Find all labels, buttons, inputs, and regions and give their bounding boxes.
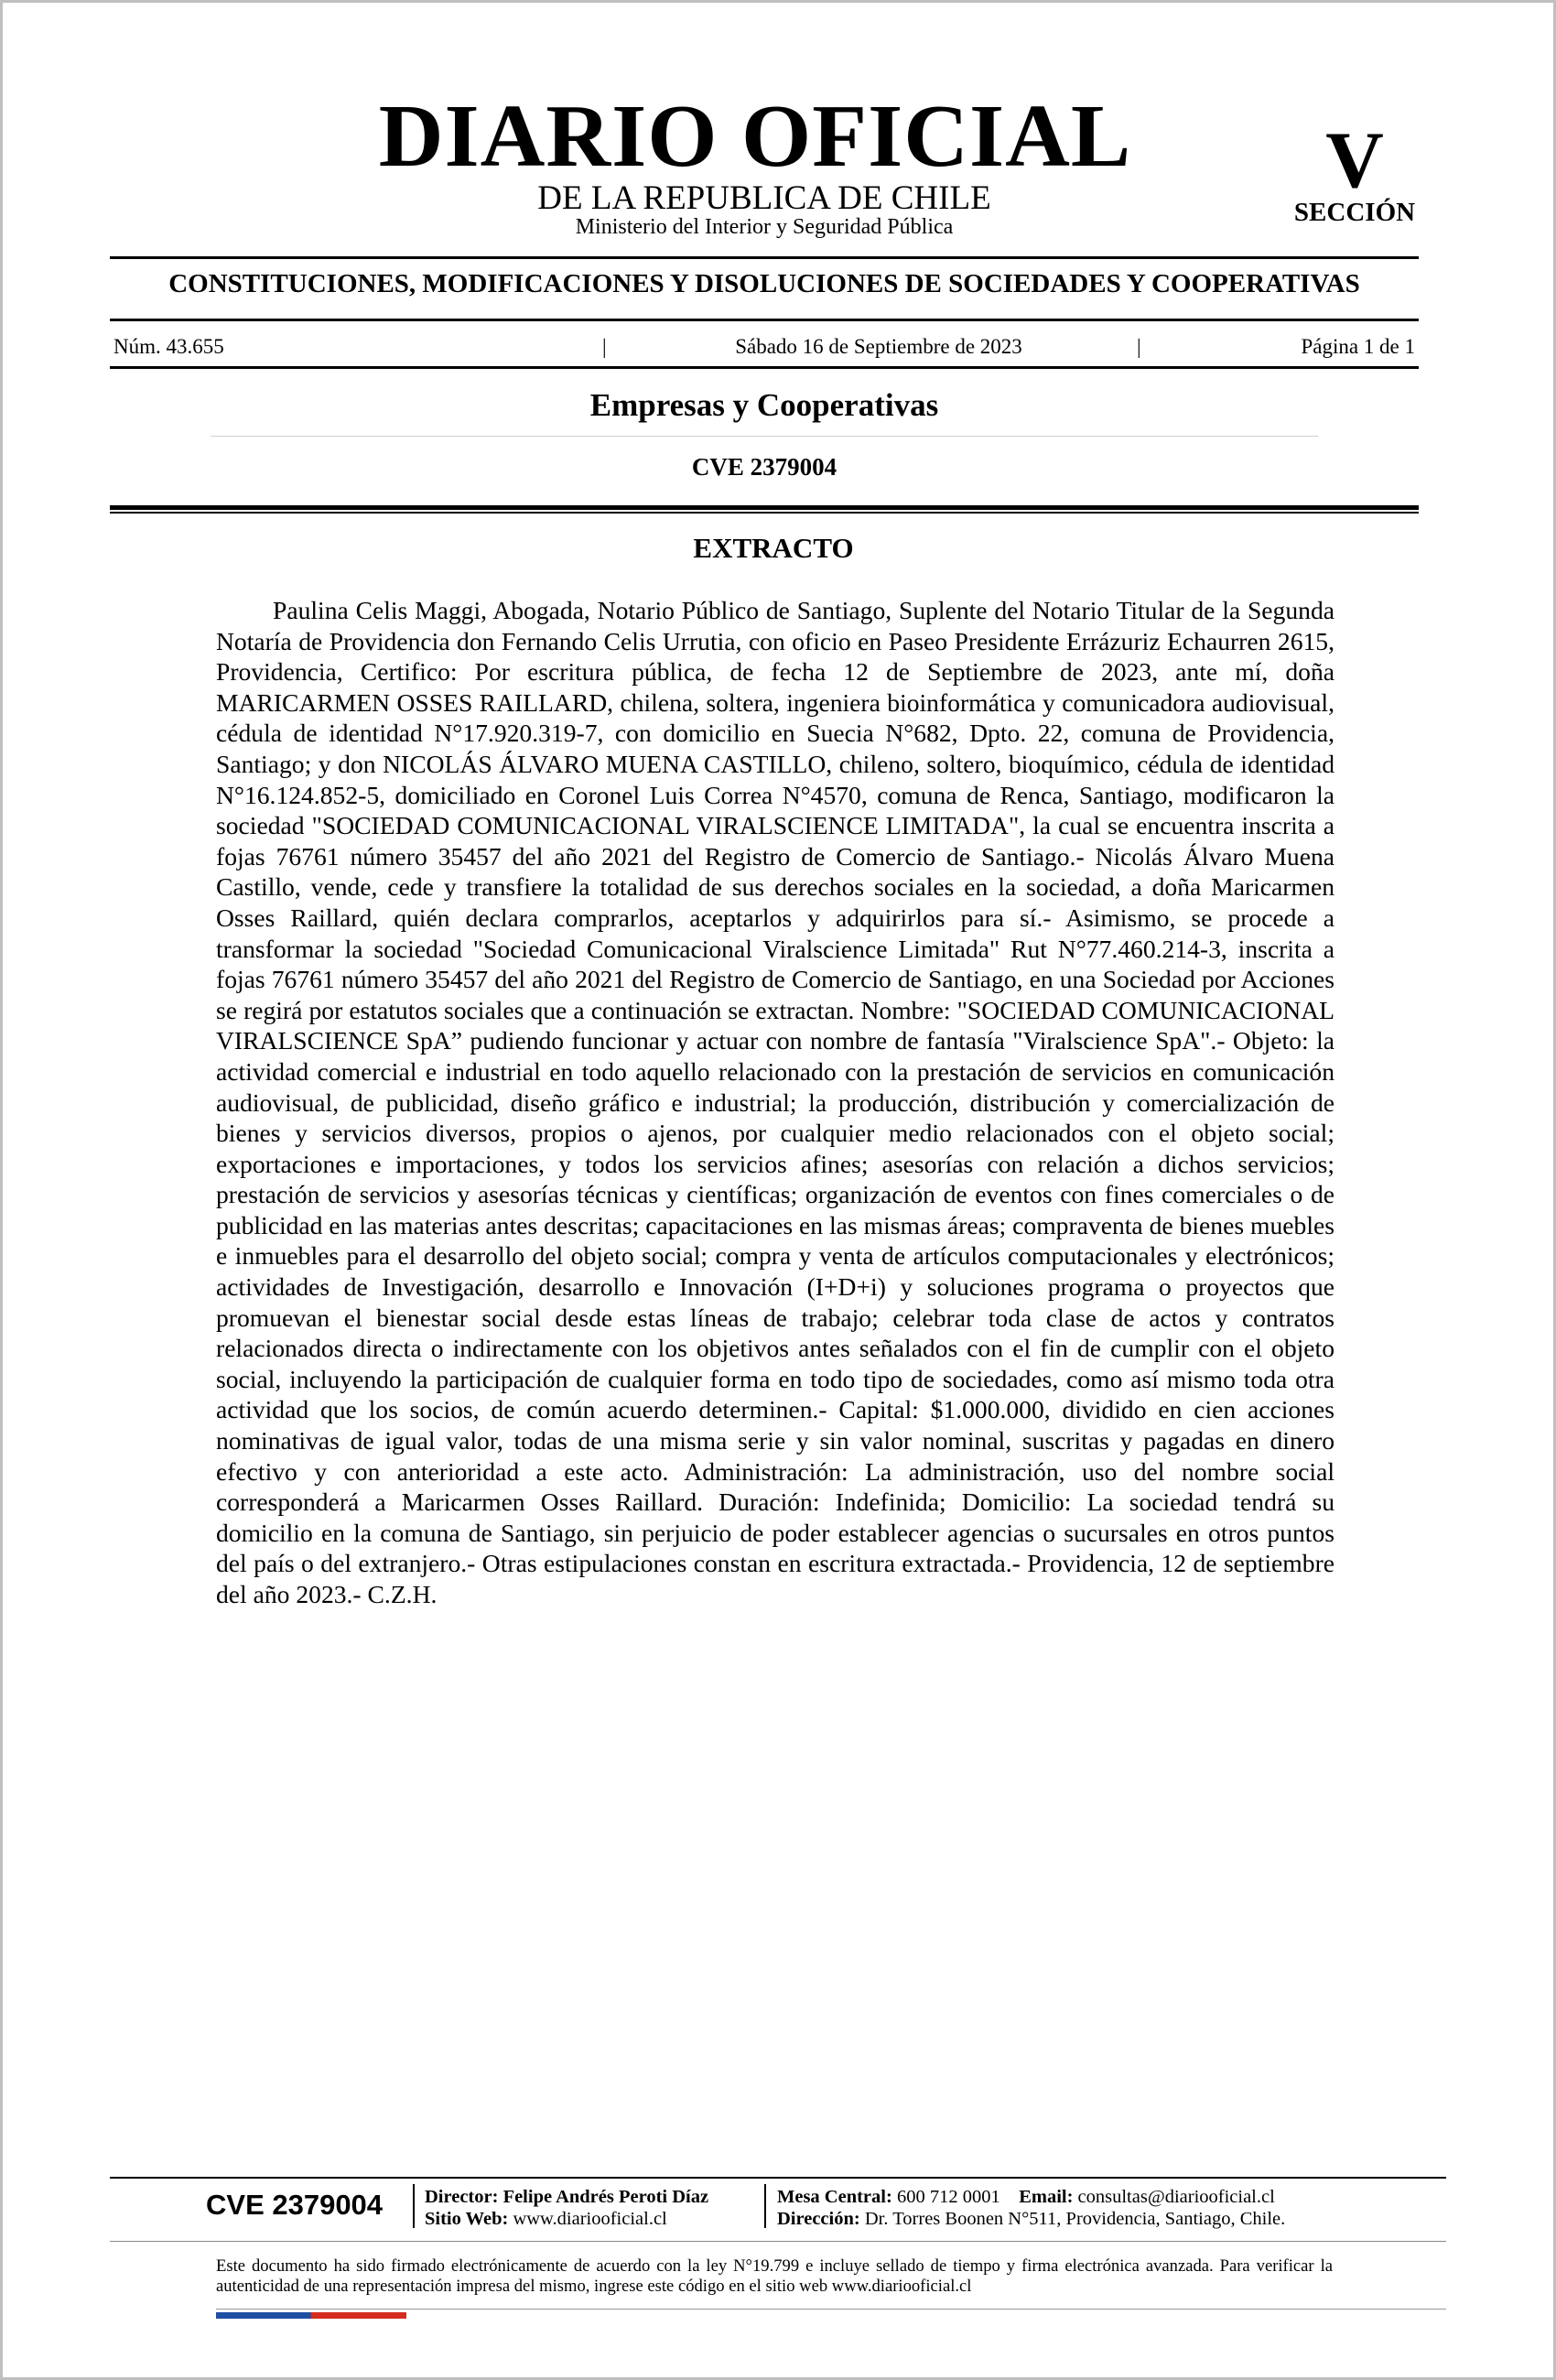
section-letter: V: [1325, 116, 1384, 205]
footer-rule-bottom: [216, 2309, 1446, 2310]
section-divider: [211, 436, 1318, 437]
section-name: Empresas y Cooperativas: [589, 387, 939, 423]
content-rule-thick: [110, 505, 1419, 510]
masthead-ministry: Ministerio del Interior y Seguridad Pública: [575, 215, 954, 239]
header-rule-bottom: [110, 366, 1419, 369]
issue-number: Núm. 43.655: [113, 335, 224, 358]
footer-director-block: [425, 2186, 708, 2230]
footer-cve-code: CVE 2379004: [206, 2189, 384, 2221]
phone-number: 600 712 0001: [896, 2187, 1000, 2207]
issue-page: Página 1 de 1: [1301, 335, 1415, 358]
document-body: Paulina Celis Maggi, Abogada, Notario Público de Santiago, Suplente del Notario Titular de la Segunda Notaría de Providencia don Fernando Celis Urrutia, con oficio en Paseo Presidente Errázuriz Echaurren 2615, Providencia, Certifico: Por escritura pública, de fecha 12 de Septiembre de 2023, ante mí, doña MARICARMEN OSSES RAILLARD, chilena, soltera, ingeniera bioinformática y comunicadora audiovisual, cédula de identidad N°17.920.319-7, con domicilio en Suecia N°682, Dpto. 22, comuna de Providencia, Santiago; y don NICOLÁS ÁLVARO MUENA CASTILLO, chileno, soltero, bioquímico, cédula de identidad N°16.124.852-5, domiciliado en Coronel Luis Correa N°4570, comuna de Renca, Santiago, modificaron la sociedad "SOCIEDAD COMUNICACIONAL VIRALSCIENCE LIMITADA", la cual se encuentra inscrita a fojas 76761 número 35457 del año 2021 del Registro de Comercio de Santiago.- Nicolás Álvaro Muena Castillo, vende, cede y transfiere la totalidad de sus derechos sociales en la sociedad, a doña Maricarmen Osses Raillard, quién declara comprarlos, aceptarlos y adquirirlos para sí.- Asimismo, se procede a transformar la sociedad "Sociedad Comunicacional Viralscience Limitada" Rut N°77.460.214-3, inscrita a fojas 76761 número 35457 del año 2021 del Registro de Comercio de Santiago, en una Sociedad por Acciones se regirá por estatutos sociales que a continuación se extractan. Nombre: "SOCIEDAD COMUNICACIONAL VIRALSCIENCE SpA” pudiendo funcionar y actuar con nombre de fantasía "Viralscience SpA".- Objeto: la actividad comercial e industrial en todo aquello relacionado con la prestación de servicios en comunicación audiovisual, de publicidad, diseño gráfico e industrial; la producción, distribución y comercialización de bienes y servicios diversos, propios o ajenos, por cualquier medio relacionados con el objeto social; exportaciones e importaciones, y todos los servicios afines; asesorías con relación a dichos servicios; prestación de servicios y asesorías técnicas y científicas; organización de eventos con fines comerciales o de publicidad en las materias antes descritas; capacitaciones en las mismas áreas; compraventa de bienes muebles e inmuebles para el desarrollo del objeto social; compra y venta de artículos computacionales y electrónicos; actividades de Investigación, desarrollo e Innovación (I+D+i) y soluciones programa o proyectos que promuevan el bienestar social desde estas líneas de trabajo; celebrar toda clase de actos y contratos relacionados directa o indirectamente con los objetivos antes señalados con el fin de cumplir con el objeto social, incluyendo la participación de cualquier forma en todo tipo de sociedades, como así mismo toda otra actividad que los socios, de común acuerdo determinen.- Capital: $1.000.000, dividido en cien acciones nominativas de igual valor, todas de una misma serie y sin valor nominal, suscritas y pagadas en dinero efectivo y con anterioridad a este acto. Administración: La administración, uso del nombre social corresponderá a Maricarmen Osses Raillard. Duración: Indefinida; Domicilio: La sociedad tendrá su domicilio en la comuna de Santiago, sin perjuicio de poder establecer agencias o sucursales en otros puntos del país o del extranjero.- Otras estipulaciones constan en escritura extractada.- Providencia, 12 de septiembre del año 2023.- C.Z.H.: [216, 596, 1334, 1608]
footer-contact-block: [777, 2186, 1285, 2230]
footer-rule-middle: [110, 2241, 1446, 2242]
document-title: EXTRACTO: [693, 532, 854, 564]
email-link[interactable]: consultas@diariooficial.cl: [1077, 2187, 1275, 2207]
masthead-title: DIARIO OFICIAL: [378, 87, 1132, 186]
director-name: Felipe Andrés Peroti Díaz: [502, 2187, 709, 2207]
address-text: Dr. Torres Boonen N°511, Providencia, Santiago, Chile.: [864, 2209, 1286, 2229]
header-rule-top: [110, 256, 1419, 259]
cve-code: CVE 2379004: [691, 453, 837, 481]
masthead-subtitle: DE LA REPUBLICA DE CHILE: [537, 179, 991, 217]
issue-separator: |: [1137, 335, 1141, 358]
website-label: Sitio Web:: [425, 2209, 509, 2229]
phone-label: Mesa Central:: [777, 2187, 892, 2207]
flag-bar-blue: [216, 2312, 311, 2319]
address-label: Dirección:: [777, 2209, 860, 2229]
footer-separator: [764, 2184, 766, 2228]
flag-bar-red: [311, 2312, 406, 2319]
email-label: Email:: [1019, 2187, 1074, 2207]
header-rule-middle: [110, 319, 1419, 321]
issue-info-row: [110, 333, 1419, 361]
issue-date: Sábado 16 de Septiembre de 2023: [735, 335, 1022, 358]
issue-separator: |: [602, 335, 607, 358]
section-word: SECCIÓN: [1293, 198, 1416, 227]
director-label: Director:: [425, 2187, 499, 2207]
footer-rule-top: [110, 2177, 1446, 2179]
footer-legal-notice: Este documento ha sido firmado electrónicamente de acuerdo con la ley N°19.799 e incluye sellado de tiempo y firma electrónica avanzada. Para verificar la autenticidad de una representación impresa del mismo, ingrese este código en el sitio web www.diariooficial.cl: [216, 2256, 1333, 2296]
category-heading: CONSTITUCIONES, MODIFICACIONES Y DISOLUCIONES DE SOCIEDADES Y COOPERATIVAS: [168, 269, 1360, 298]
footer-separator: [413, 2184, 415, 2228]
website-link[interactable]: www.diariooficial.cl: [513, 2209, 667, 2229]
content-rule-thin: [110, 512, 1419, 514]
